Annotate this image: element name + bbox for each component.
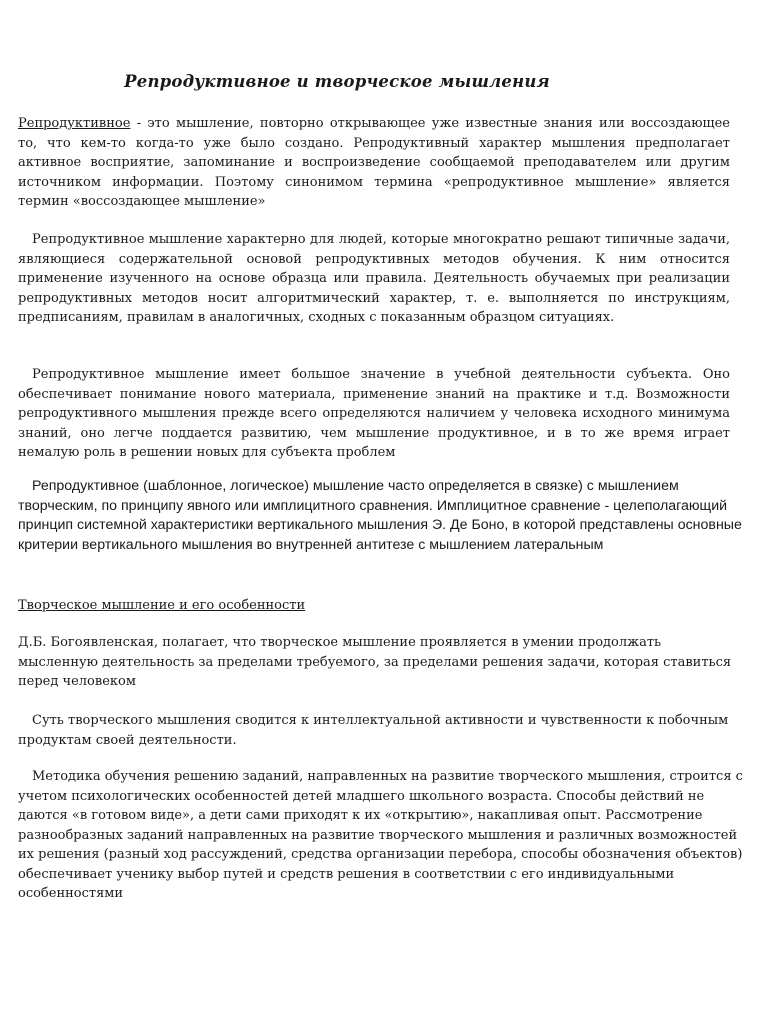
document-title-text: Репродуктивное и творческое мышления	[124, 72, 550, 91]
definition-text: - это мышление, повторно открывающее уже известные знания или воссоздающее то, что кем-то когда-то уже было создано. Репродуктивный характер мышления предполагает активное восприятие, запоминание и воспроизведение сообщаемой преподавателем или другим источником информации. Поэтому синонимом термина «репродуктивное мышление» является термин «воссоздающее мышление»	[18, 116, 730, 209]
term-reproductive: Репродуктивное	[18, 116, 131, 131]
paragraph-typical-tasks: Репродуктивное мышление характерно для людей, которые многократно решают типичные задачи, являющиеся содержательной основой репродуктивных методов обучения. К ним относится применение изученного на основе образца или правила. Деятельность обучаемых при реализации репродуктивных методов носит алгоритмический характер, т. е. выполняется по инструкциям, предписаниям, правилам в аналогичных, сходных с показанным образцом ситуациях.	[18, 232, 730, 325]
paragraph-essence: Суть творческого мышления сводится к интеллектуальной активности и чувственности к побочным продуктам своей деятельности.	[18, 713, 729, 748]
section-heading-creative: Творческое мышление и его особенности	[18, 598, 306, 613]
paragraph-comparison: Репродуктивное (шаблонное, логическое) мышление часто определяется в связке) с мышлением творческим, по принципу явного или имплицитного сравнения. Имплицитное сравнение - целеполагающий принцип системной характеристики вертикального мышления Э. Де Боно, в которой представлены основные критерии вертикального мышления во внутренней антитезе с мышлением латеральным	[18, 478, 742, 553]
paragraph-bogoyavlenskaya: Д.Б. Богоявленская, полагает, что творческое мышление проявляется в умении продолжать мысленную деятельность за пределами требуемого, за пределами решения задачи, которая ставиться перед человеком	[18, 635, 732, 689]
paragraph-methodology: Методика обучения решению заданий, направленных на развитие творческого мышления, строится с учетом психологических особенностей детей младшего школьного возраста. Способы действий не даются «в готовом виде», а дети сами приходят к их «открытию», накапливая опыт. Рассмотрение разнообразных заданий направленных на развитие творческого мышления и различных возможностей их решения (разный ход рассуждений, средства организации перебора, способы обозначения объектов) обеспечивает ученику выбор путей и средств решения в соответствии с его индивидуальными особенностями	[18, 769, 743, 901]
document-title	[0, 72, 768, 91]
paragraph-definition	[18, 114, 730, 212]
paragraph-learning-importance: Репродуктивное мышление имеет большое значение в учебной деятельности субъекта. Оно обеспечивает понимание нового материала, применение знаний на практике и т.д. Возможности репродуктивного мышления прежде всего определяются наличием у человека исходного минимума знаний, оно легче поддается развитию, чем мышление продуктивное, и в то же время играет немалую роль в решении новых для субъекта проблем	[18, 367, 730, 460]
